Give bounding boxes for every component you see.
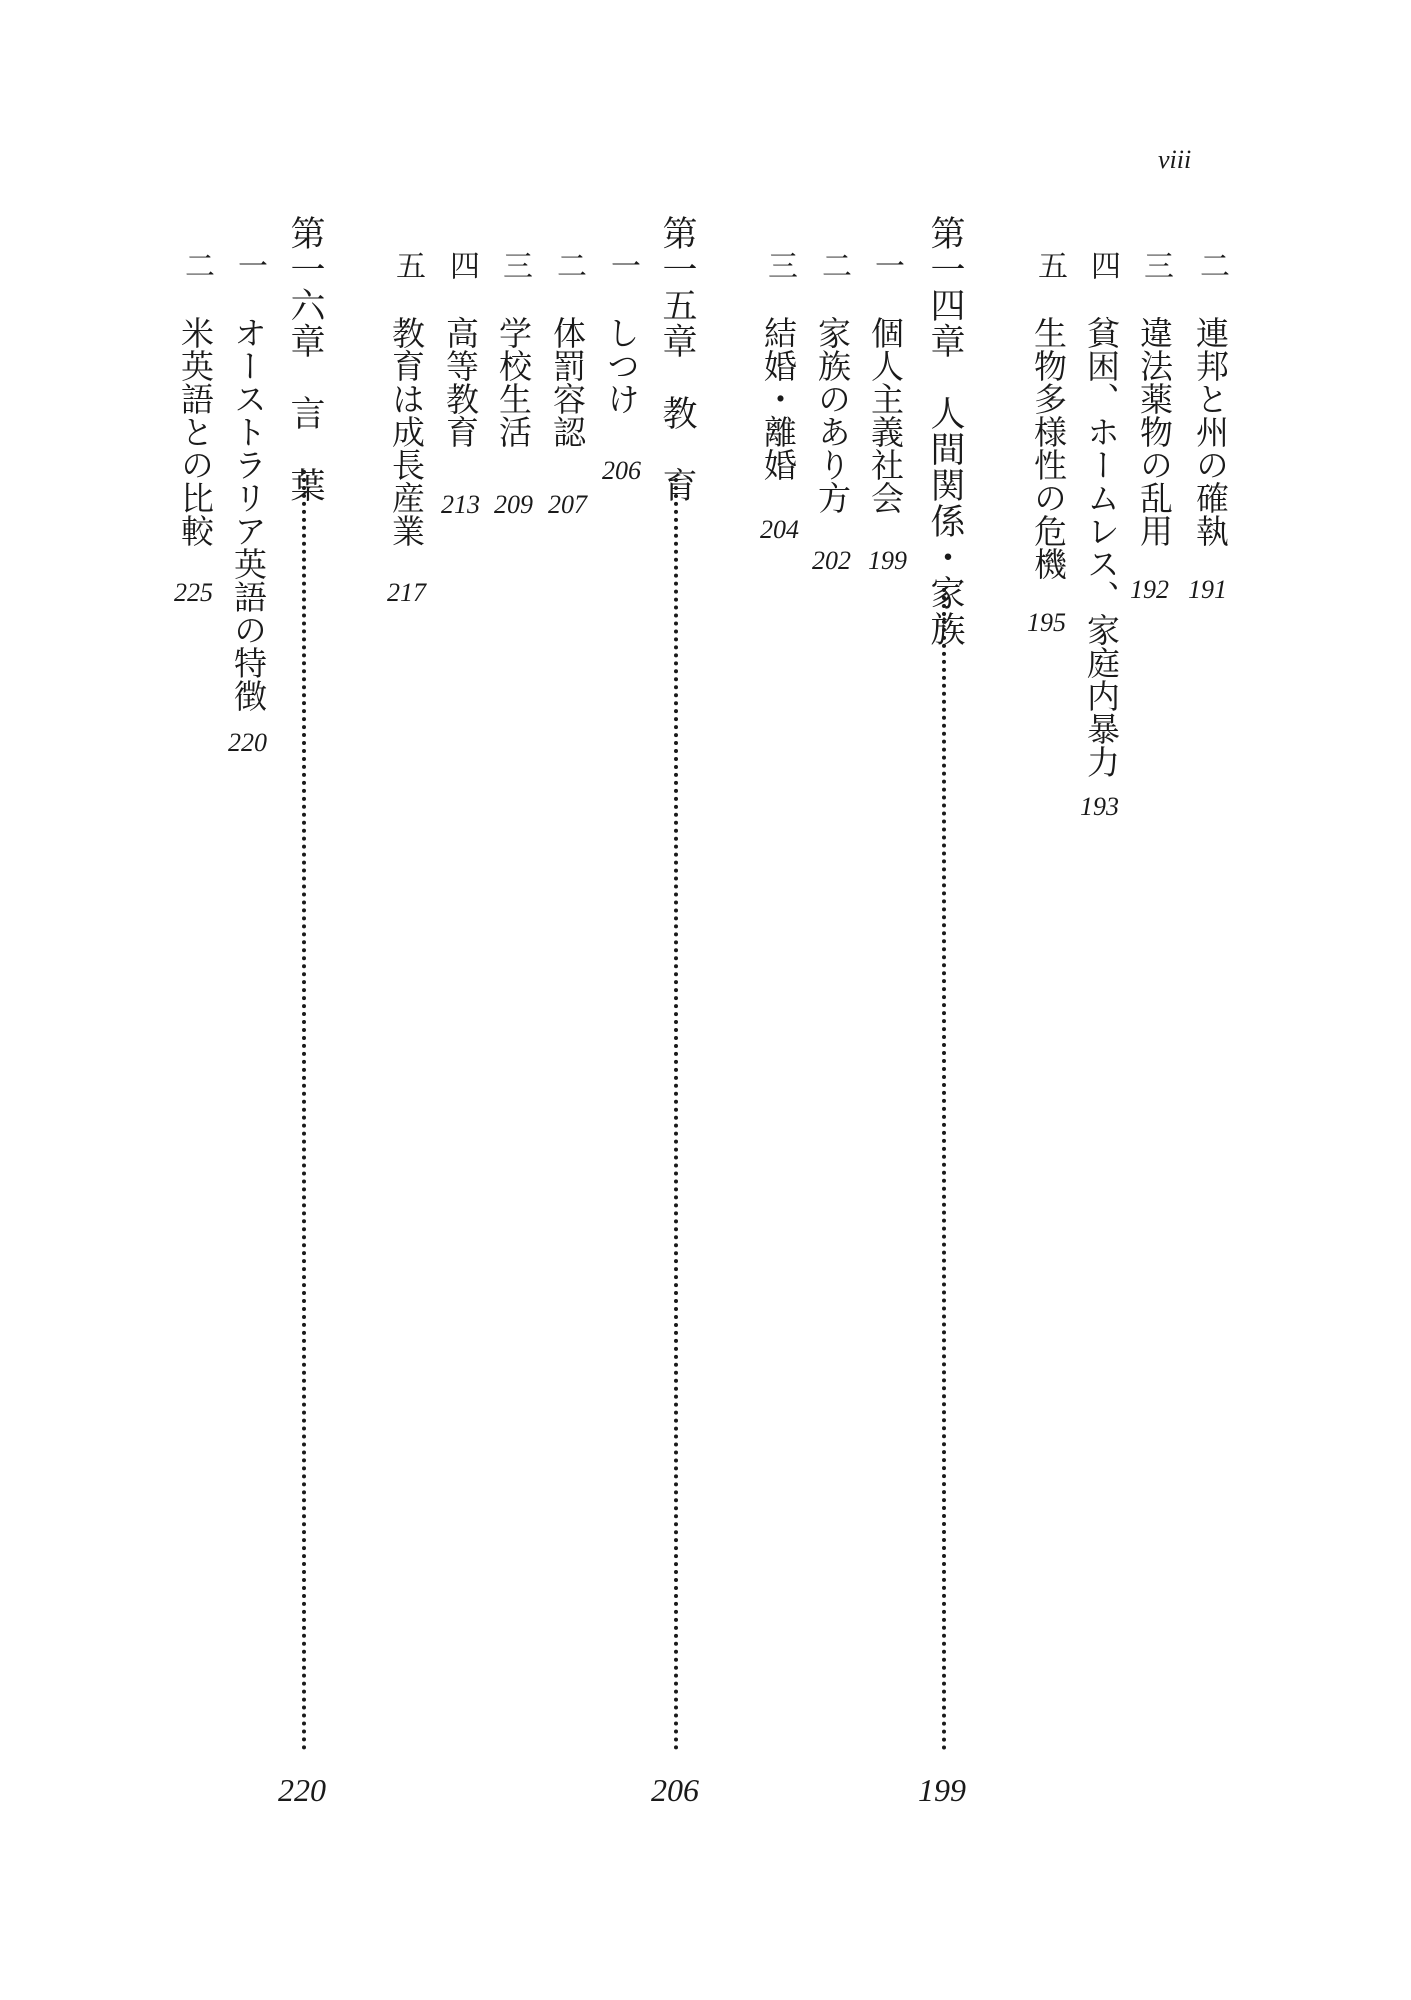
- section-title: オーストラリア英語の特徴: [229, 316, 268, 712]
- section-page: 204: [760, 515, 799, 544]
- section-number: 三: [1138, 250, 1173, 280]
- page-folio: viii: [1158, 145, 1192, 174]
- section-number: 一: [869, 250, 904, 280]
- section-title: 生物多様性の危機: [1029, 316, 1068, 580]
- section-title: 家族のあり方: [813, 316, 852, 514]
- chapter-title: 第一五章 教 育: [657, 215, 697, 503]
- section-title: しつけ: [602, 316, 641, 415]
- section-title: 結婚・離婚: [759, 316, 798, 481]
- section-number: 五: [390, 250, 425, 280]
- section-number: 五: [1032, 250, 1067, 280]
- section-title: 教育は成長産業: [387, 316, 426, 547]
- section-page: 191: [1188, 575, 1227, 604]
- dot-leader: [674, 478, 678, 1751]
- section-title: 個人主義社会: [866, 316, 905, 514]
- section-page: 213: [441, 490, 480, 519]
- chapter-page: 199: [918, 1772, 966, 1808]
- section-number: 四: [444, 250, 479, 280]
- section-title: 米英語との比較: [176, 316, 215, 547]
- section-title: 学校生活: [494, 316, 533, 448]
- chapter-title: 第一四章 人間関係・家族: [925, 215, 965, 647]
- section-title: 貧困、ホームレス、家庭内暴力: [1082, 316, 1121, 778]
- section-page: 206: [602, 456, 641, 485]
- dot-leader: [302, 470, 306, 1751]
- section-page: 209: [494, 490, 533, 519]
- section-number: 一: [605, 250, 640, 280]
- section-page: 217: [387, 578, 426, 607]
- section-page: 192: [1130, 575, 1169, 604]
- section-title: 高等教育: [441, 316, 480, 448]
- section-page: 193: [1080, 792, 1119, 821]
- section-page: 199: [868, 546, 907, 575]
- chapter-page: 206: [651, 1772, 699, 1808]
- section-page: 207: [548, 490, 587, 519]
- section-number: 三: [762, 250, 797, 280]
- section-number: 三: [497, 250, 532, 280]
- section-number: 二: [551, 250, 586, 280]
- section-number: 二: [816, 250, 851, 280]
- section-number: 二: [179, 250, 214, 280]
- section-page: 220: [228, 728, 267, 757]
- section-title: 連邦と州の確執: [1191, 316, 1230, 547]
- section-page: 202: [812, 546, 851, 575]
- section-title: 体罰容認: [548, 316, 587, 448]
- chapter-page: 220: [278, 1772, 326, 1808]
- section-number: 四: [1085, 250, 1120, 280]
- section-title: 違法薬物の乱用: [1135, 316, 1174, 547]
- section-page: 195: [1027, 608, 1066, 637]
- section-page: 225: [174, 578, 213, 607]
- section-number: 二: [1194, 250, 1229, 280]
- section-number: 一: [232, 250, 267, 280]
- dot-leader: [942, 588, 946, 1751]
- chapter-title: 第一六章 言 葉: [285, 215, 325, 503]
